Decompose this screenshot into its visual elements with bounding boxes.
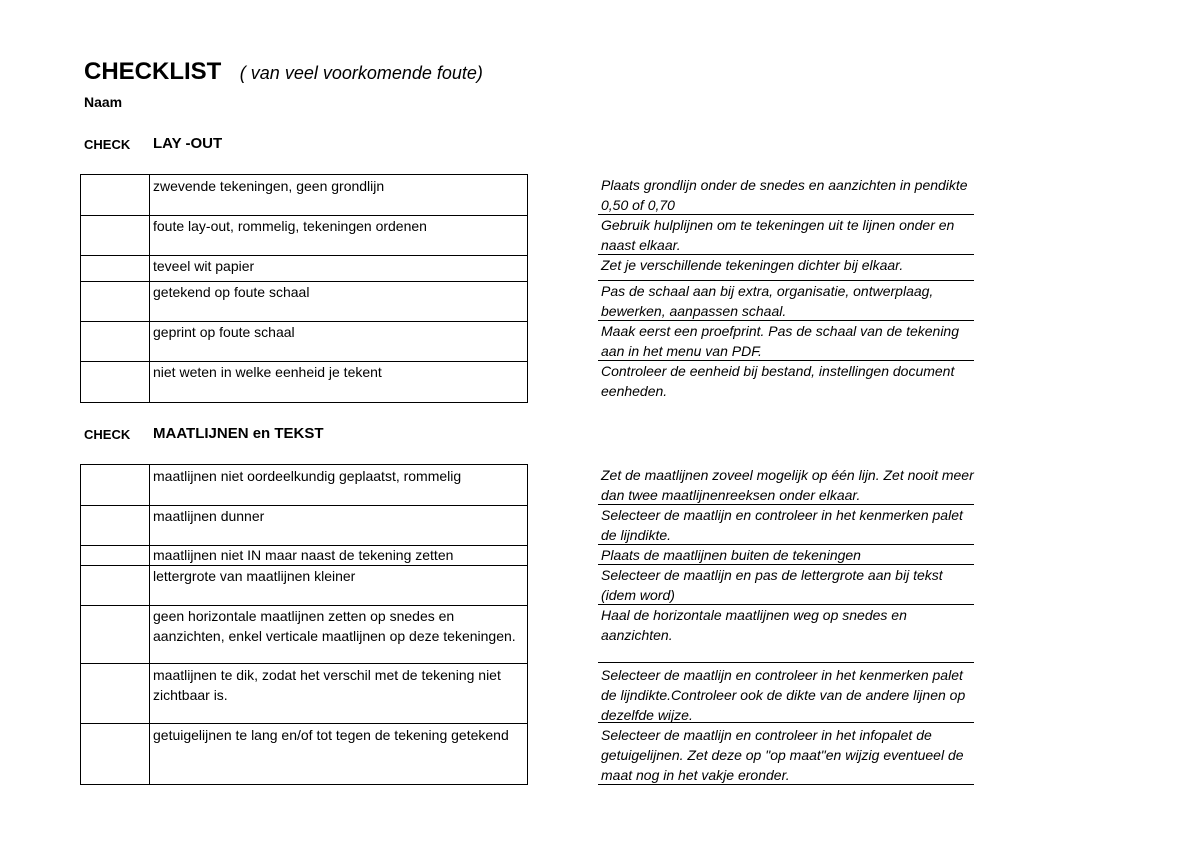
tip-text: Pas de schaal aan bij extra, organisatie, ontwerplaag, bewerken, aanpassen schaal. [598, 281, 974, 321]
table-row [81, 663, 527, 724]
table-row [81, 281, 527, 322]
table-row [81, 215, 527, 256]
table-row [81, 175, 527, 216]
fault-text: lettergrote van maatlijnen kleiner [153, 568, 356, 584]
table-row [81, 255, 527, 282]
table-row [81, 723, 527, 783]
fault-text: getuigelijnen te lang en/of tot tegen de tekening getekend [153, 727, 509, 743]
fault-text: geprint op foute schaal [153, 324, 295, 340]
tip-text: Plaats grondlijn onder de snedes en aanzichten in pendikte 0,50 of 0,70 [598, 175, 974, 215]
fault-text: maatlijnen dunner [153, 508, 265, 524]
tip-text: Selecteer de maatlijn en controleer in het kenmerken palet de lijndikte.Controleer ook de dikte van de andere lijnen op dezelfde wijze. [598, 663, 974, 723]
tip-text: Zet de maatlijnen zoveel mogelijk op één lijn. Zet nooit meer dan twee maatlijnenreeksen onder elkaar. [598, 465, 974, 505]
tip-text: Plaats de maatlijnen buiten de tekeningen [598, 545, 974, 565]
tip-text: Maak eerst een proefprint. Pas de schaal van de tekening aan in het menu van PDF. [598, 321, 974, 361]
section-check-label: CHECK [84, 137, 131, 152]
tip-text: Selecteer de maatlijn en controleer in het kenmerken palet de lijndikte. [598, 505, 974, 545]
table-row [81, 565, 527, 606]
fault-text: maatlijnen niet IN maar naast de tekening zetten [153, 547, 454, 563]
section-title-layout: LAY -OUT [153, 135, 223, 152]
layout-checklist-table [80, 174, 528, 403]
page-title-row [84, 58, 483, 86]
section-check-label: CHECK [84, 427, 131, 442]
fault-text: maatlijnen te dik, zodat het verschil met de tekening niet zichtbaar is. [153, 667, 501, 703]
fault-text: getekend op foute schaal [153, 284, 310, 300]
fault-text: zwevende tekeningen, geen grondlijn [153, 178, 385, 194]
fault-text: maatlijnen niet oordeelkundig geplaatst, rommelig [153, 468, 462, 484]
table-row [81, 545, 527, 566]
tip-text: Haal de horizontale maatlijnen weg op snedes en aanzichten. [598, 605, 974, 663]
tip-text: Selecteer de maatlijn en pas de lettergrote aan bij tekst (idem word) [598, 565, 974, 605]
table-row [81, 505, 527, 546]
fault-text: niet weten in welke eenheid je tekent [153, 364, 382, 380]
table-row [81, 605, 527, 664]
table-row [81, 361, 527, 401]
naam-label: Naam [84, 94, 123, 110]
tip-text: Gebruik hulplijnen om te tekeningen uit te lijnen onder en naast elkaar. [598, 215, 974, 255]
table-row [81, 321, 527, 362]
maatlijnen-checklist-table [80, 464, 528, 785]
page-title: CHECKLIST [84, 58, 222, 85]
table-row [81, 465, 527, 506]
fault-text: teveel wit papier [153, 258, 255, 274]
fault-text: geen horizontale maatlijnen zetten op snedes en aanzichten, enkel verticale maatlijnen op deze tekeningen. [153, 608, 516, 644]
tip-text: Controleer de eenheid bij bestand, instellingen document eenheden. [601, 363, 955, 399]
page-subtitle: ( van veel voorkomende foute) [239, 63, 483, 83]
fault-text: foute lay-out, rommelig, tekeningen ordenen [153, 218, 427, 234]
section-title-maatlijnen: MAATLIJNEN en TEKST [153, 425, 324, 442]
tip-text: Selecteer de maatlijn en controleer in het infopalet de getuigelijnen. Zet deze op "op maat"en wijzig eventueel de maat nog in het vakje eronder. [598, 723, 974, 785]
tip-text: Zet je verschillende tekeningen dichter bij elkaar. [598, 255, 974, 281]
